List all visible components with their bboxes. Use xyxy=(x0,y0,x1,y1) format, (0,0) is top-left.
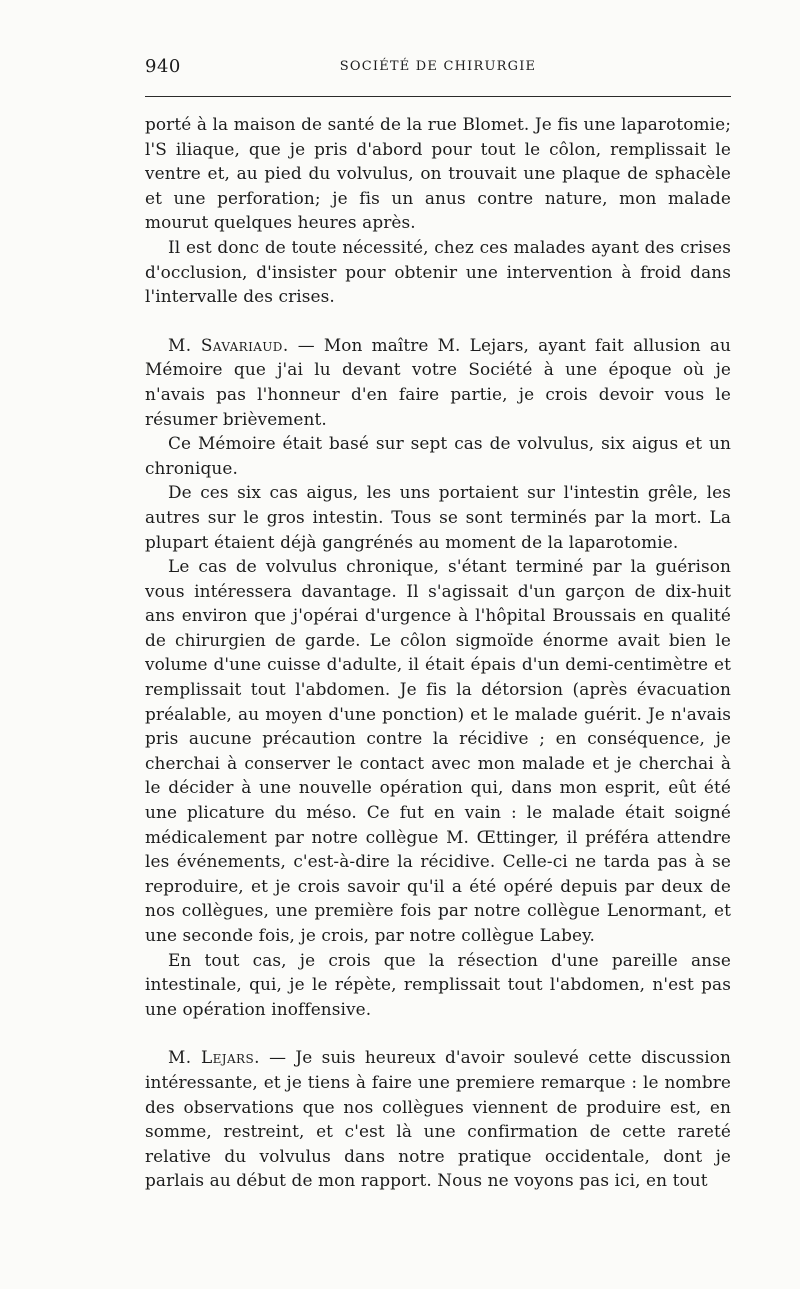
paragraph: Il est donc de toute nécessité, chez ces malades ayant des crises d'occlusion, d'insister pour obtenir une intervention à froid dans l'intervalle des crises. xyxy=(145,236,731,307)
page-body xyxy=(145,112,731,1193)
speaker-name: M. Savariaud. xyxy=(168,334,289,355)
paragraph: De ces six cas aigus, les uns portaient sur l'intestin grêle, les autres sur le gros intestin. Tous se sont terminés par la mort. La plupart étaient déjà gangrénés au moment de la laparotomie. xyxy=(145,482,731,552)
savariaud-remarks xyxy=(145,333,731,1022)
running-title: SOCIÉTÉ DE CHIRURGIE xyxy=(339,59,537,74)
page-header xyxy=(145,56,731,86)
speaker-paragraph xyxy=(145,1045,731,1193)
speaker-paragraph xyxy=(145,333,731,431)
page-number: 940 xyxy=(145,56,181,77)
speaker-opening: — Mon maître M. Lejars, ayant fait allusion au Mémoire que j'ai lu devant votre Société à une époque où je n'avais pas l'honneur d'en faire partie, je crois devoir vous le résumer brièvement. xyxy=(145,334,732,429)
header-rule xyxy=(145,96,731,97)
paragraph: En tout cas, je crois que la résection d'une pareille anse intestinale, qui, je le répète, remplissait tout l'abdomen, n'est pas une opération inoffensive. xyxy=(145,949,731,1019)
paragraph: Le cas de volvulus chronique, s'étant terminé par la guérison vous intéressera davantage. Il s'agissait d'un garçon de dix-huit ans environ que j'opérai d'urgence à l'hôpital Broussais en qualité de chirurgien de garde. Le côlon sigmoïde énorme avait bien le volume d'une cuisse d'adulte, il était épais d'un demi-centimètre et remplissait tout l'abdomen. Je fis la détorsion (après évacuation préalable, au moyen d'une ponction) et le malade guérit. Je n'avais pris aucune précaution contre la récidive ; en conséquence, je cherchai à conserver le contact avec mon malade et je cherchai à le décider à une nouvelle opération qui, dans mon esprit, eût été une plicature du méso. Ce fut en vain : le malade était soigné médicalement par notre collègue M. Œttinger, il préféra attendre les événements, c'est-à-dire la récidive. Celle-ci ne tarda pas à se reproduire, et je crois savoir qu'il a été opéré depuis par deux de nos collègues, une première fois par notre collègue Lenormant, et une seconde fois, je crois, par notre collègue Labey. xyxy=(145,556,731,945)
speaker-opening: — Je suis heureux d'avoir soulevé cette discussion intéressante, et je tiens à faire une premiere remarque : le nombre des observations que nos collègues viennent de produire est, en somme, restreint, et c'est là une confirmation de cette rareté relative du volvulus dans notre pratique occidentale, dont je parlais au début de mon rapport. Nous ne voyons pas ici, en tout xyxy=(145,1047,731,1191)
continued-paragraph: porté à la maison de santé de la rue Blomet. Je fis une laparotomie; l'S iliaque, que je pris d'abord pour tout le côlon, remplissait le ventre et, au pied du volvulus, on trouvait une plaque de sphacèle et une perforation; je fis un anus contre nature, mon malade mourut quelques heures après. xyxy=(145,114,731,233)
lejars-remarks xyxy=(145,1045,731,1193)
paragraph: Ce Mémoire était basé sur sept cas de volvulus, six aigus et un chronique. xyxy=(145,433,731,478)
speaker-name: M. Lejars. xyxy=(168,1047,260,1068)
